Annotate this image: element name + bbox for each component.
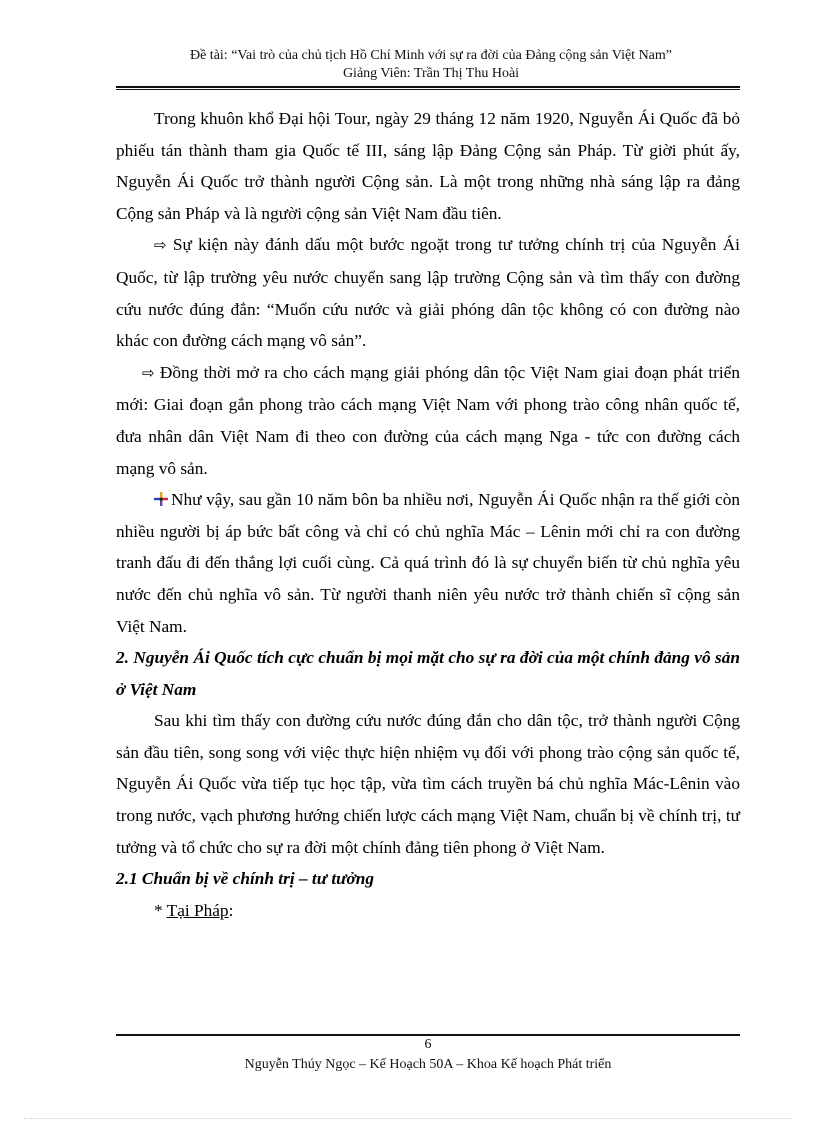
sub-item-label: Tại Pháp [166,900,229,920]
arrow-right-outline-icon: ⇨ [142,363,155,382]
sub-item-colon: : [228,900,234,920]
header-rule-thin [116,89,740,90]
paragraph-4 [116,484,740,642]
header-lecturer: Giảng Viên: Trần Thị Thu Hoài [342,66,520,81]
arrow-right-outline-icon: ⇨ [154,236,167,255]
page-number: 6 [424,1037,432,1052]
paragraph-3-text: Đồng thời mở ra cho cách mạng giải phóng dân tộc Việt Nam giai đoạn phát triển mới: Giai đoạn gắn phong trào cách mạng Việt Nam với phong trào công nhân quốc tế, đưa nhân dân Việt Nam đi theo con đường của cách mạng Nga - tức con đường cách mạng vô sản. [116,362,740,478]
paragraph-2-text: Sự kiện này đánh dấu một bước ngoặt trong tư tưởng chính trị của Nguyễn Ái Quốc, từ lập trường yêu nước chuyển sang lập trường Cộng sản và tìm thấy con đường cứu nước đúng đắn: “Muốn cứu nước và giải phóng dân tộc không có con đường nào khác con đường cách mạng vô sản”. [116,235,740,351]
paragraph-3 [116,357,740,484]
page-edge-dots [24,1118,792,1119]
footer-author: Nguyễn Thúy Ngọc – Kế Hoạch 50A – Khoa Kế hoạch Phát triển [244,1057,612,1072]
sub-item-tai-phap [116,895,740,927]
paragraph-4-text: Như vậy, sau gần 10 năm bôn ba nhiều nơi, Nguyễn Ái Quốc nhận ra thế giới còn nhiều người bị áp bức bất công và chỉ có chủ nghĩa Mác – Lênin mới chỉ ra con đường tranh đấu đi đến thắng lợi cuối cùng. Cả quá trình đó là sự chuyển biến từ chủ nghĩa yêu nước đến chủ nghĩa vô sản. Từ người thanh niên yêu nước trở thành chiến sĩ cộng sản Việt Nam. [116,490,740,636]
body-text [116,103,740,926]
paragraph-5: Sau khi tìm thấy con đường cứu nước đúng đắn cho dân tộc, trở thành người Cộng sản đầu tiên, song song với việc thực hiện nhiệm vụ đối với phong trào cộng sản quốc tế, Nguyễn Ái Quốc vừa tiếp tục học tập, vừa tìm cách truyền bá chủ nghĩa Mác-Lênin vào trong nước, vạch phương hướng chiến lược cách mạng Việt Nam, chuẩn bị về chính trị, tư tưởng và tổ chức cho sự ra đời một chính đảng tiên phong ở Việt Nam. [116,711,740,857]
header-topic: Đề tài: “Vai trò của chủ tịch Hồ Chí Minh với sự ra đời của Đảng cộng sản Việt Nam” [189,48,672,63]
footer-rule [116,1034,740,1036]
colored-plus-bullet-icon [154,492,168,506]
star-bullet: * [154,900,163,920]
header-rule [116,86,740,88]
paragraph-1: Trong khuôn khổ Đại hội Tour, ngày 29 tháng 12 năm 1920, Nguyễn Ái Quốc đã bỏ phiếu tán thành tham gia Quốc tế III, sáng lập Đảng Cộng sản Pháp. Từ giời phút ấy, Nguyễn Ái Quốc trở thành người Cộng sản. Là một trong những nhà sáng lập ra đảng Cộng sản Pháp và là người cộng sản Việt Nam đầu tiên. [116,109,740,223]
paragraph-2 [116,229,740,356]
section-heading-2-1: 2.1 Chuẩn bị về chính trị – tư tưởng [116,869,375,889]
section-heading-2: 2. Nguyễn Ái Quốc tích cực chuẩn bị mọi mặt cho sự ra đời của một chính đảng vô sản ở Việt Nam [116,648,740,699]
